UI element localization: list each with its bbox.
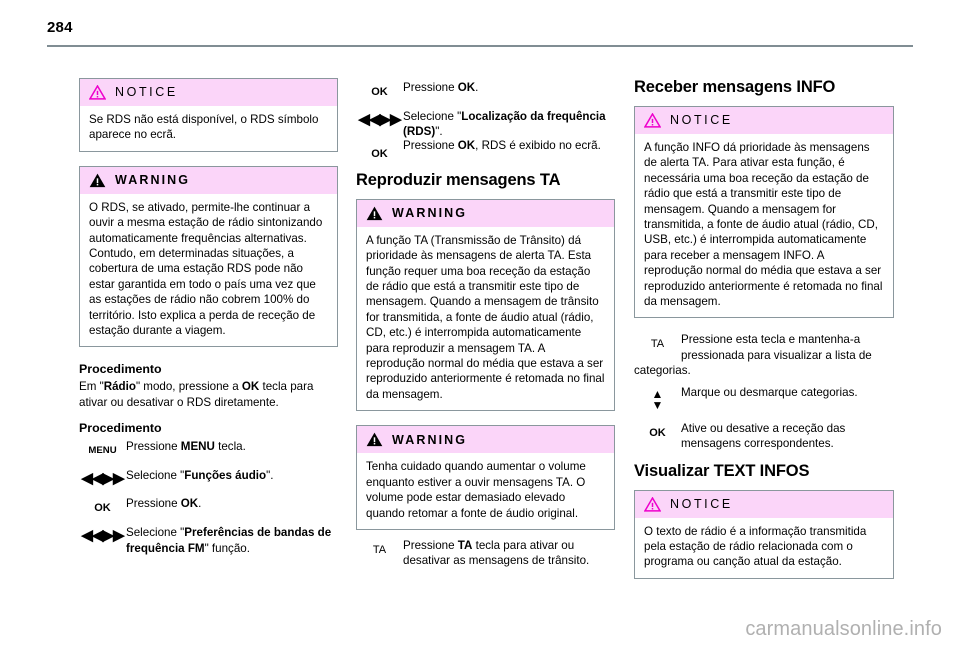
warning-header [80,167,337,194]
step-select-freq-localization-text [403,109,615,140]
column-2 [356,78,615,579]
c2-freq-after: ". [435,125,443,139]
notice-body-radio-text: O texto de rádio é a informação transmitida pela estação de rádio relacionada com o programa ou canção atual da estação. [644,524,867,569]
step-press-ok-1-text [126,496,338,511]
step-audio-after: ". [266,469,274,483]
step-hold-ta-overflow: categorias. [634,364,691,378]
notice-label-radio-text: NOTICE [670,496,733,511]
step-press-ok-2-text [403,80,615,95]
warning-box-rds-coverage [79,166,338,348]
step-select-fm-bands-text [126,525,338,556]
c2-ok2-bold: OK [457,138,476,152]
warning-triangle-outline-icon [89,85,106,100]
step-ok-toggle-reception [634,421,894,452]
step-press-ok-1 [79,496,338,515]
step-press-ok-3 [356,138,615,161]
key-menu-icon: MENU [88,445,117,457]
warning-triangle-solid-icon [89,173,106,188]
step-menu-after: tecla. [214,440,246,454]
warning-label-ta: WARNING [392,206,468,221]
step-hold-ta-text: Pressione esta tecla e mantenha-a pressionada para visualizar a lista de [681,333,872,362]
prev-next-track-icon: ◀◀▶▶ [358,111,401,128]
warning-body: O RDS, se ativado, permite-lhe continuar a ouvir a mesma estação de rádio sintonizando automaticamente frequências alternativas. Contudo, em determinadas situações, a cobertura de uma estação RDS pode não estar garantida em todo o país uma vez que as estações de rádio não cobrem 100% do território. Isto explica a perda de receção de estação durante a viagem. [89,200,323,338]
notice-header-radio-text [635,491,893,518]
step-fm-bold: Preferências de bandas de frequência FM [126,526,332,555]
warning-triangle-solid-icon [366,206,383,221]
warning-triangle-outline-icon [644,497,661,512]
procedure-2-heading: Procedimento [79,421,162,436]
step-menu-text [126,439,338,454]
step-fm-after: " função. [204,541,250,555]
c2-ta-after: tecla para ativar ou desativar as mensagens de trânsito. [403,538,590,568]
step-select-audio-functions-text [126,468,338,483]
step-menu-bold: MENU [180,440,215,454]
page-header [0,0,960,48]
step-press-ok-3-text [403,138,615,153]
step-mark-categories-text: Marque ou desmarque categorias. [681,385,858,399]
procedure-1-text [79,379,338,410]
step-mark-categories [634,385,894,411]
section-title-play-ta: Reproduzir mensagens TA [356,170,561,189]
procedure-1-bold-radio: Rádio [103,380,136,394]
notice-box-info-function [634,106,894,318]
warning-header-volume [357,426,614,453]
step-fm-before: Selecione " [126,526,185,540]
procedure-1-text-mid: " modo, pressione a [135,380,242,394]
notice-label: NOTICE [115,85,178,100]
key-ta-hold-icon: TA [650,338,665,351]
notice-label-info: NOTICE [670,113,733,128]
warning-header-ta [357,200,614,227]
warning-body-volume: Tenha cuidado quando aumentar o volume enquanto estiver a ouvir mensagens TA. O volume pode estar demasiado elevado quando retomar a fonte de áudio original. [366,460,586,520]
step-press-ta [356,538,615,569]
c2-freq-before: Selecione " [403,110,462,123]
step-press-ta-text [403,538,615,569]
step-ok1-before: Pressione [126,497,181,511]
prev-next-track-icon: ◀◀▶▶ [81,470,124,488]
warning-triangle-outline-icon [644,113,661,128]
warning-body-ta: A função TA (Transmissão de Trânsito) dá prioridade às mensagens de alerta TA. Esta função requer uma boa receção da estação de rádio que está a transmitir este tipo de mensagem. Quando a mensagem de trânsito for transmitida, a fonte de áudio atual (rádio, CD, etc.) é interrompida automaticamente para reproduzir a mensagem TA. A reprodução normal do média que estava a ser reproduzido anteriormente é retomada no final da mensagem. [366,233,605,401]
notice-box-radio-text [634,490,894,579]
procedure-1-heading: Procedimento [79,362,162,377]
procedure-1-text-before: Em " [79,380,104,394]
step-select-audio-functions [79,468,338,486]
step-select-freq-localization [356,109,615,140]
c2-ta-bold: TA [457,538,473,552]
column-2-top-steps [356,80,615,161]
header-divider [47,45,913,47]
key-ok-icon-2: OK [371,86,388,98]
notice-box-rds-unavailable [79,78,338,152]
step-hold-ta [634,332,894,363]
key-ta-icon: TA [372,543,387,556]
prev-next-track-icon: ◀◀▶▶ [81,527,124,545]
key-ok-icon-3: OK [371,147,388,160]
warning-box-ta-function [356,199,615,411]
c2-ta-before: Pressione [403,538,458,552]
warning-label: WARNING [115,173,191,188]
c2-freq-bold: Localização da frequência (RDS) [403,110,606,139]
step-press-ok-2 [356,80,615,99]
step-select-fm-bands [79,525,338,556]
column-2-bottom-steps [356,538,615,569]
warning-triangle-solid-icon [366,432,383,447]
c2-ok2-before: Pressione [403,138,458,152]
up-down-arrows-icon: ▲ ▼ [651,386,664,412]
column-3-steps [634,332,894,451]
section-title-view-text-infos: Visualizar TEXT INFOS [634,461,810,480]
section-title-receive-info: Receber mensagens INFO [634,78,836,96]
c2-ok2-after: , RDS é exibido no ecrã. [475,138,601,152]
column-1 [79,78,338,566]
procedure-1-bold-ok: OK [241,380,260,394]
column-3 [634,78,894,593]
key-ok-icon-1: OK [94,502,111,515]
procedure-2-steps [79,439,338,556]
step-ok1-bold: OK [180,497,199,511]
key-ok-icon-4: OK [649,426,666,439]
step-menu-before: Pressione [126,440,181,454]
notice-header-info [635,107,893,134]
c2-ok1-bold: OK [457,81,476,94]
c2-ok1-after: . [475,81,479,94]
page-number: 284 [47,19,73,36]
procedure-1-text-after: tecla para ativar ou desativar o RDS diretamente. [79,380,314,409]
notice-body-info: A função INFO dá prioridade às mensagens de alerta TA. Para ativar esta função, é necessária uma boa receção da estação de rádio que está a transmitir este tipo de mensagem. Quando a mensagem for transmitida, a fonte de áudio atual (rádio, CD, USB, etc.) é interrompida automaticamente para receber a mensagem INFO. A reprodução normal do média que estava a ser reproduzido anteriormente é retomada no final da mensagem. [644,141,883,309]
site-watermark: carmanualsonline.info [745,618,942,640]
notice-body: Se RDS não está disponível, o RDS símbolo aparece no ecrã. [89,113,319,142]
step-audio-bold: Funções áudio [184,469,267,483]
notice-header [80,79,337,106]
step-ok-toggle-reception-text: Ative ou desative a receção das mensagens correspondentes. [681,421,846,451]
step-menu [79,439,338,458]
c2-ok1-before: Pressione [403,81,458,94]
step-ok1-after: . [198,497,202,511]
warning-label-volume: WARNING [392,432,468,447]
step-audio-before: Selecione " [126,469,185,483]
warning-box-ta-volume [356,425,615,530]
